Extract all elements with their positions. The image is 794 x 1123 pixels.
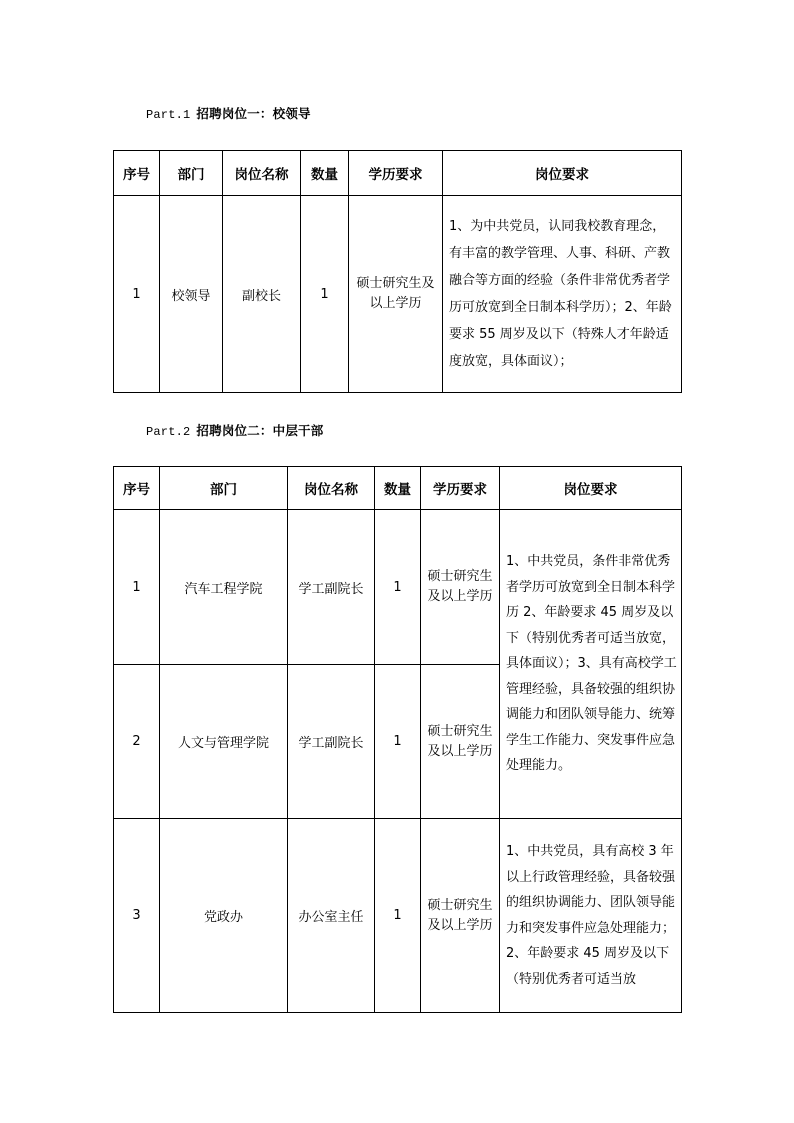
header-education: 学历要求 bbox=[349, 151, 443, 196]
header-count: 数量 bbox=[301, 151, 349, 196]
cell-position: 办公室主任 bbox=[288, 819, 375, 1013]
table-header-row bbox=[114, 151, 682, 196]
section-title: 招聘岗位二：中层干部 bbox=[196, 423, 324, 438]
cell-count: 1 bbox=[375, 819, 421, 1013]
table-row bbox=[114, 196, 682, 393]
cell-no: 3 bbox=[114, 819, 160, 1013]
cell-dept: 党政办 bbox=[160, 819, 288, 1013]
cell-count: 1 bbox=[301, 196, 349, 393]
part-label: Part.1 bbox=[146, 108, 191, 122]
recruitment-table-part1 bbox=[113, 150, 682, 393]
cell-education: 硕士研究生及以上学历 bbox=[421, 510, 500, 665]
requirements-text: 1、中共党员，具有高校 3 年以上行政管理经验，具备较强的组织协调能力、团队领导能力和突发事件应急处理能力；2、年龄要求 45 周岁及以下（特别优秀者可适当放 bbox=[506, 844, 676, 987]
cell-no: 2 bbox=[114, 665, 160, 819]
header-no: 序号 bbox=[114, 151, 160, 196]
cell-position: 学工副院长 bbox=[288, 510, 375, 665]
cell-requirements-shared: 1、中共党员，条件非常优秀者学历可放宽到全日制本科学历 2、年龄要求 45 周岁及以下（特别优秀者可适当放宽，具体面议）；3、具有高校学工管理经验，具备较强的组织协调能力和团队领导能力、统筹学生工作能力、突发事件应急处理能力。 bbox=[500, 510, 682, 819]
section-heading-part1 bbox=[146, 104, 311, 122]
cell-position: 学工副院长 bbox=[288, 665, 375, 819]
cell-dept: 校领导 bbox=[160, 196, 223, 393]
header-dept: 部门 bbox=[160, 467, 288, 510]
header-no: 序号 bbox=[114, 467, 160, 510]
cell-education: 硕士研究生及以上学历 bbox=[421, 665, 500, 819]
cell-dept: 汽车工程学院 bbox=[160, 510, 288, 665]
cell-dept: 人文与管理学院 bbox=[160, 665, 288, 819]
part-label: Part.2 bbox=[146, 425, 191, 439]
cell-count: 1 bbox=[375, 510, 421, 665]
header-count: 数量 bbox=[375, 467, 421, 510]
header-dept: 部门 bbox=[160, 151, 223, 196]
section-heading-part2 bbox=[146, 421, 323, 439]
cell-no: 1 bbox=[114, 510, 160, 665]
header-requirements: 岗位要求 bbox=[500, 467, 682, 510]
header-education: 学历要求 bbox=[421, 467, 500, 510]
header-requirements: 岗位要求 bbox=[443, 151, 682, 196]
cell-no: 1 bbox=[114, 196, 160, 393]
cell-education: 硕士研究生及以上学历 bbox=[349, 196, 443, 393]
cell-education: 硕士研究生及以上学历 bbox=[421, 819, 500, 1013]
cell-position: 副校长 bbox=[223, 196, 301, 393]
table-header-row bbox=[114, 467, 682, 510]
cell-requirements bbox=[500, 819, 682, 1013]
cell-count: 1 bbox=[375, 665, 421, 819]
header-position: 岗位名称 bbox=[288, 467, 375, 510]
section-title: 招聘岗位一：校领导 bbox=[196, 106, 311, 121]
header-position: 岗位名称 bbox=[223, 151, 301, 196]
recruitment-table-part2 bbox=[113, 466, 682, 1013]
table-row bbox=[114, 510, 682, 665]
cell-requirements: 1、为中共党员，认同我校教育理念，有丰富的教学管理、人事、科研、产教融合等方面的经验（条件非常优秀者学历可放宽到全日制本科学历）；2、年龄要求 55 周岁及以下（特殊人才年龄适度放宽，具体面议）； bbox=[443, 196, 682, 393]
table-row bbox=[114, 819, 682, 1013]
